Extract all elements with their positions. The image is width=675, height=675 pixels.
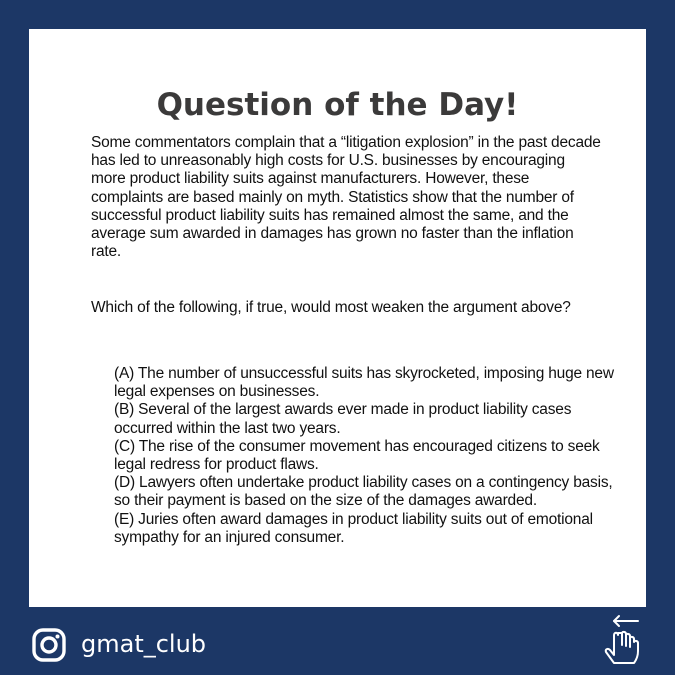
answer-option-d: (D) Lawyers often undertake product liability cases on a contingency basis, so their payment is based on the size of the damages awarded. xyxy=(114,474,613,510)
question-passage: Some commentators complain that a “litigation explosion” in the past decade has led to unreasonably high costs for U.S. businesses by encouraging more product liability suits against manufacturers. However, these complaints are based mainly on myth. Statistics show that the number of successful product liability suits has remained almost the same, and the average sum awarded in damages has grown no faster than the inflation rate. xyxy=(91,134,601,261)
swipe-hand-icon xyxy=(600,611,646,667)
footer xyxy=(0,607,675,675)
instagram-icon xyxy=(31,627,67,663)
question-stem: Which of the following, if true, would most weaken the argument above? xyxy=(91,299,571,316)
answer-option-a: (A) The number of unsuccessful suits has skyrocketed, imposing huge new legal expenses on businesses. xyxy=(114,365,614,401)
question-card xyxy=(29,29,646,607)
answer-option-b: (B) Several of the largest awards ever made in product liability cases occurred within the last two years. xyxy=(114,401,572,437)
answer-options xyxy=(114,365,614,547)
answer-option-e: (E) Juries often award damages in product liability suits out of emotional sympathy for an injured consumer. xyxy=(114,510,593,546)
answer-option-c: (C) The rise of the consumer movement has encouraged citizens to seek legal redress for product flaws. xyxy=(114,437,600,474)
instagram-handle: gmat_club xyxy=(81,630,207,658)
page-title: Question of the Day! xyxy=(156,87,519,123)
